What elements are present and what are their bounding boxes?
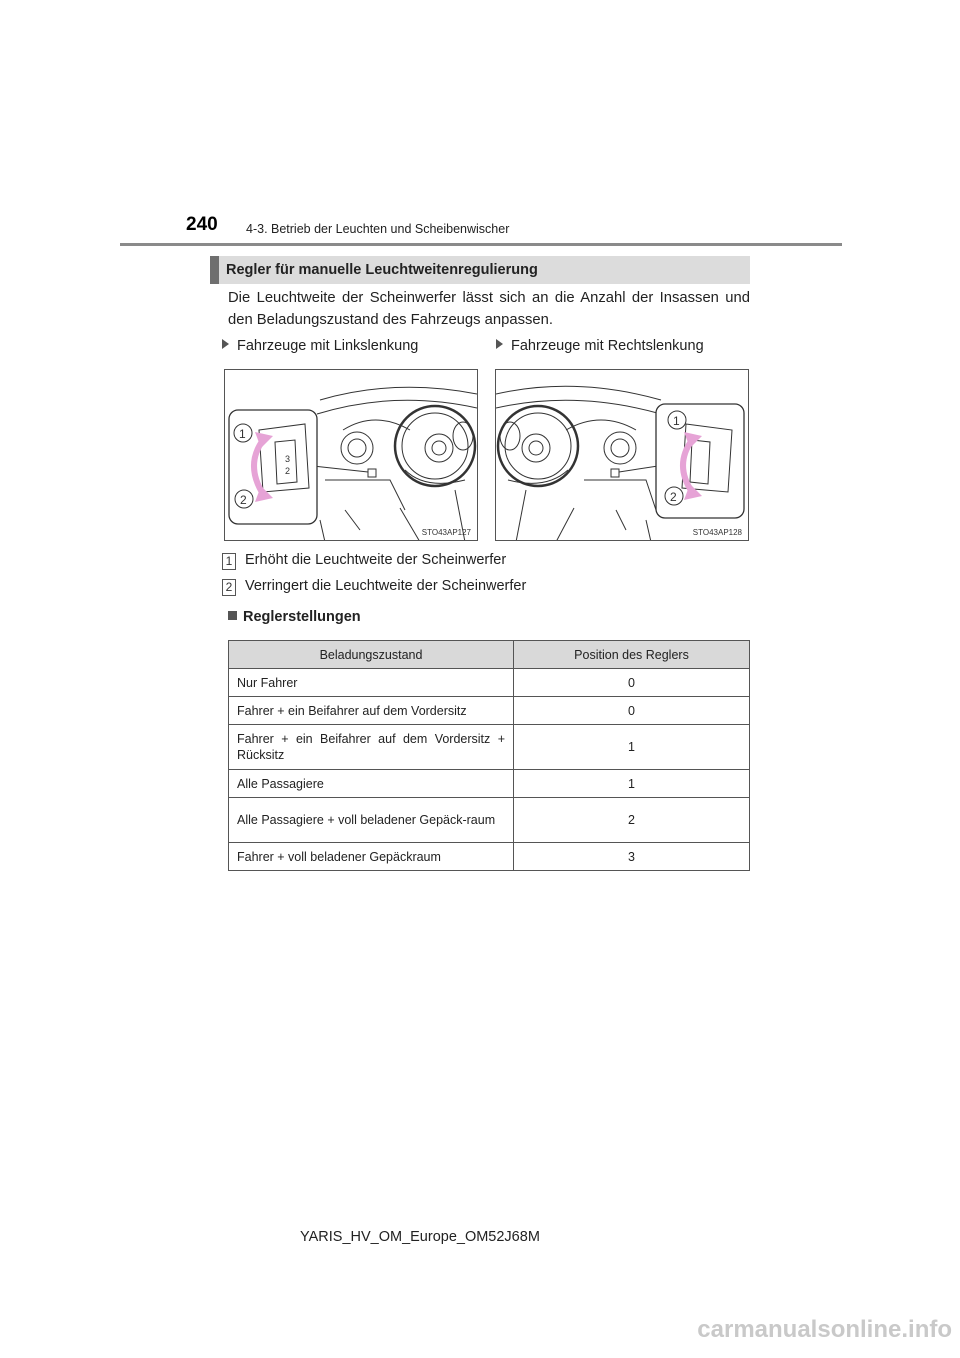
- table-row: [229, 798, 750, 843]
- triangle-bullet-icon: [496, 339, 503, 349]
- legend-item-2: [222, 578, 526, 596]
- variant-left-hand-drive: [222, 338, 418, 354]
- intro-paragraph: Die Leuchtweite der Scheinwerfer lässt sich an die Anzahl der Insassen und den Beladungszustand des Fahrzeugs anpassen.: [228, 290, 750, 328]
- callout-2-label: 2: [670, 490, 677, 504]
- triangle-bullet-icon: [222, 339, 229, 349]
- document-id: YARIS_HV_OM_Europe_OM52J68M: [300, 1229, 540, 1245]
- watermark: carmanualsonline.info: [697, 1316, 952, 1343]
- dial-digit-2: 2: [285, 466, 291, 476]
- position-cell: 1: [514, 770, 750, 798]
- load-cell: Fahrer + voll beladener Gepäckraum: [229, 843, 514, 871]
- settings-heading: [228, 609, 361, 625]
- section-heading: [210, 256, 750, 284]
- load-cell: Alle Passagiere: [229, 770, 514, 798]
- figure-code: STO43AP127: [421, 528, 471, 537]
- legend-number: 2: [222, 579, 236, 596]
- callout-1-label: 1: [239, 427, 246, 441]
- page-number: 240: [186, 214, 218, 235]
- table-row: [229, 770, 750, 798]
- column-header-load: Beladungszustand: [229, 641, 514, 669]
- table-row: [229, 725, 750, 770]
- table-row: [229, 669, 750, 697]
- legend-number: 1: [222, 553, 236, 570]
- column-header-position: Position des Reglers: [514, 641, 750, 669]
- figure-left-hand-drive: [224, 369, 478, 541]
- settings-heading-text: Reglerstellungen: [243, 609, 361, 625]
- variant-label: Fahrzeuge mit Rechtslenkung: [511, 338, 704, 354]
- dashboard-illustration: [225, 370, 478, 541]
- figure-code: STO43AP128: [692, 528, 742, 537]
- dial-digit-3: 3: [285, 454, 291, 464]
- callout-1-label: 1: [673, 414, 680, 428]
- table-header-row: [229, 641, 750, 669]
- position-cell: 0: [514, 669, 750, 697]
- position-cell: 0: [514, 697, 750, 725]
- legend-item-1: [222, 552, 506, 570]
- load-cell: Fahrer + ein Beifahrer auf dem Vordersitz: [229, 697, 514, 725]
- header-rule: [120, 243, 842, 246]
- position-cell: 3: [514, 843, 750, 871]
- legend-text: Verringert die Leuchtweite der Scheinwerfer: [245, 578, 527, 594]
- load-cell: Alle Passagiere + voll beladener Gepäck-raum: [229, 798, 514, 843]
- square-bullet-icon: [228, 611, 237, 620]
- table-row: [229, 843, 750, 871]
- figure-right-hand-drive: [495, 369, 749, 541]
- load-cell: Nur Fahrer: [229, 669, 514, 697]
- variant-right-hand-drive: [496, 338, 704, 354]
- legend-text: Erhöht die Leuchtweite der Scheinwerfer: [245, 552, 507, 568]
- section-accent: [210, 256, 219, 284]
- chapter-title: 4-3. Betrieb der Leuchten und Scheibenwischer: [246, 222, 510, 236]
- position-cell: 1: [514, 725, 750, 770]
- callout-2-label: 2: [240, 493, 247, 507]
- variant-label: Fahrzeuge mit Linkslenkung: [237, 338, 419, 354]
- table-row: [229, 697, 750, 725]
- section-title: Regler für manuelle Leuchtweitenregulierung: [226, 262, 538, 278]
- regulator-settings-table: [228, 640, 750, 871]
- load-cell: Fahrer + ein Beifahrer auf dem Vordersitz + Rücksitz: [229, 725, 514, 770]
- position-cell: 2: [514, 798, 750, 843]
- dashboard-illustration: [496, 370, 749, 541]
